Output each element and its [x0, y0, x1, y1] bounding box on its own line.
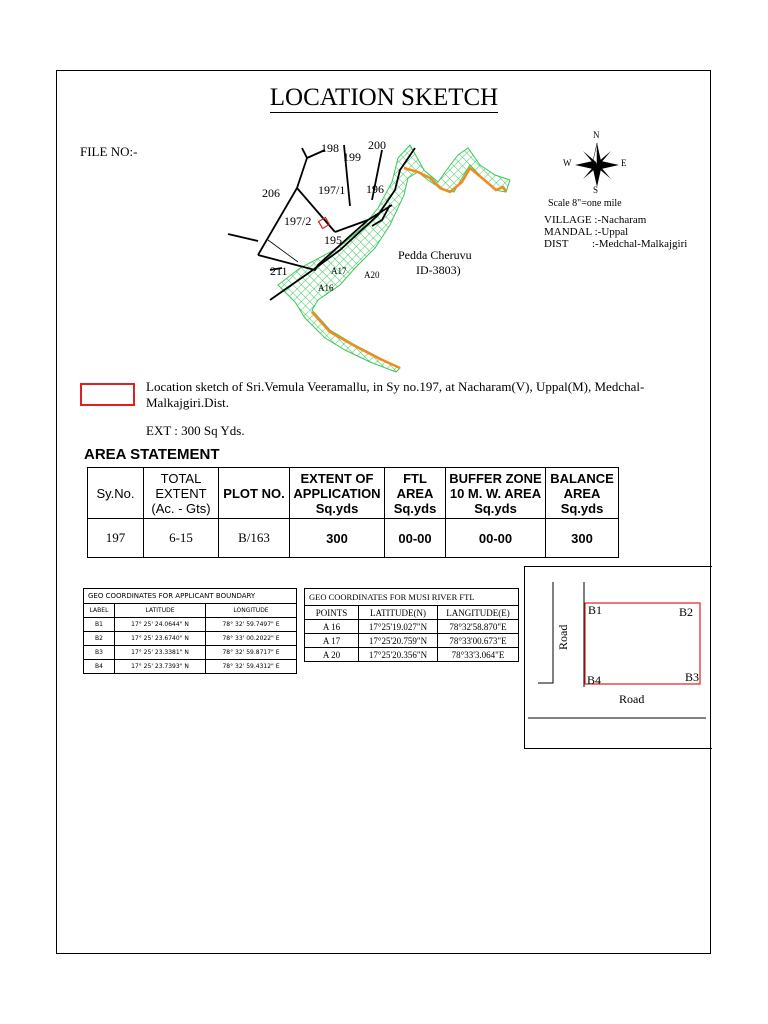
- geo-cell: 17°25'20.759"N: [359, 634, 438, 648]
- geo-cell: 17° 25' 24.0644" N: [115, 618, 206, 632]
- geo-applicant-header: LABEL: [84, 604, 115, 618]
- survey-195: 195: [324, 233, 342, 247]
- cell-syno: 197: [88, 519, 144, 558]
- header-plot-no: PLOT NO.: [219, 468, 290, 519]
- geo-cell: 78°32'58.870"E: [438, 620, 519, 634]
- geo-cell: B2: [84, 632, 115, 646]
- header-buffer-zone: BUFFER ZONE 10 M. W. AREA Sq.yds: [446, 468, 546, 519]
- survey-198: 198: [321, 141, 339, 155]
- lake-id: ID-3803): [416, 263, 461, 277]
- geo-river-caption: GEO COORDINATES FOR MUSI RIVER FTL: [305, 589, 519, 606]
- cell-ftl: 00-00: [385, 519, 446, 558]
- geo-cell: 17° 25' 23.7393" N: [115, 660, 206, 674]
- geo-cell: 78°33'00.673"E: [438, 634, 519, 648]
- road-vertical-label: Road: [556, 624, 570, 650]
- geo-river-header: LANGITUDE(E): [438, 606, 519, 620]
- geo-cell: A 17: [305, 634, 359, 648]
- mandal-info: MANDAL :-Uppal: [544, 226, 629, 238]
- point-a16: A16: [318, 283, 334, 293]
- cell-plot: B/163: [219, 519, 290, 558]
- geo-cell: A 20: [305, 648, 359, 662]
- compass-n: N: [593, 130, 600, 140]
- geo-cell: 78° 32' 59.8717" E: [206, 646, 297, 660]
- dist-label: DIST: [544, 238, 569, 250]
- header-ftl-area: FTL AREA Sq.yds: [385, 468, 446, 519]
- page-title: LOCATION SKETCH: [269, 84, 499, 111]
- header-total-extent: TOTAL EXTENT (Ac. - Gts): [144, 468, 219, 519]
- scale-note: Scale 8"=one mile: [548, 198, 622, 209]
- corner-b1: B1: [588, 603, 603, 617]
- geo-cell: A 16: [305, 620, 359, 634]
- survey-199: 199: [343, 150, 361, 164]
- dist-value: :-Medchal-Malkajgiri: [592, 238, 688, 250]
- geo-applicant-caption: GEO COORDINATES FOR APPLICANT BOUNDARY: [84, 589, 297, 604]
- point-a17: A17: [331, 266, 347, 276]
- geo-cell: 78°33'3.064"E: [438, 648, 519, 662]
- compass-e: E: [621, 158, 627, 168]
- lake-name: Pedda Cheruvu: [398, 248, 472, 262]
- corner-b2: B2: [679, 605, 694, 619]
- extent-text: EXT : 300 Sq Yds.: [146, 423, 245, 438]
- cell-extent: 300: [290, 519, 385, 558]
- geo-cell: 78° 33' 00.2022" E: [206, 632, 297, 646]
- geo-applicant-header: LONGITUDE: [206, 604, 297, 618]
- geo-cell: B4: [84, 660, 115, 674]
- geo-cell: B1: [84, 618, 115, 632]
- point-a20: A20: [364, 270, 380, 280]
- compass-s: S: [593, 185, 599, 195]
- geo-cell: 17°25'20.356"N: [359, 648, 438, 662]
- survey-200: 200: [368, 138, 386, 152]
- cell-balance: 300: [546, 519, 619, 558]
- geo-cell: B3: [84, 646, 115, 660]
- area-statement-heading: AREA STATEMENT: [84, 446, 220, 463]
- survey-197-1: 197/1: [318, 183, 346, 197]
- file-number: FILE NO:-: [80, 144, 138, 159]
- geo-river-header: POINTS: [305, 606, 359, 620]
- geo-river-header: LATITUDE(N): [359, 606, 438, 620]
- header-balance-area: BALANCE AREA Sq.yds: [546, 468, 619, 519]
- corner-b3: B3: [685, 670, 700, 684]
- geo-cell: 17°25'19.027"N: [359, 620, 438, 634]
- header-extent-application: EXTENT OF APPLICATION Sq.yds: [290, 468, 385, 519]
- geo-cell: 17° 25' 23.6740" N: [115, 632, 206, 646]
- cell-buffer: 00-00: [446, 519, 546, 558]
- survey-197-2: 197/2: [284, 214, 312, 228]
- cell-total: 6-15: [144, 519, 219, 558]
- legend-text: Location sketch of Sri.Vemula Veeramallu, in Sy no.197, at Nacharam(V), Uppal(M), Medchal-Malkajgiri.Dist.: [146, 379, 645, 410]
- survey-206: 206: [262, 186, 280, 200]
- village-info: VILLAGE :-Nacharam: [544, 214, 647, 226]
- corner-b4: B4: [587, 673, 602, 687]
- header-syno: Sy.No.: [88, 468, 144, 519]
- road-horizontal-label: Road: [619, 692, 645, 706]
- compass-w: W: [563, 158, 572, 168]
- survey-211: 211: [270, 264, 288, 278]
- geo-applicant-header: LATITUDE: [115, 604, 206, 618]
- survey-196: 196: [366, 182, 384, 196]
- geo-cell: 78° 32' 59.7497" E: [206, 618, 297, 632]
- geo-cell: 78° 32' 59.4312" E: [206, 660, 297, 674]
- geo-cell: 17° 25' 23.3381" N: [115, 646, 206, 660]
